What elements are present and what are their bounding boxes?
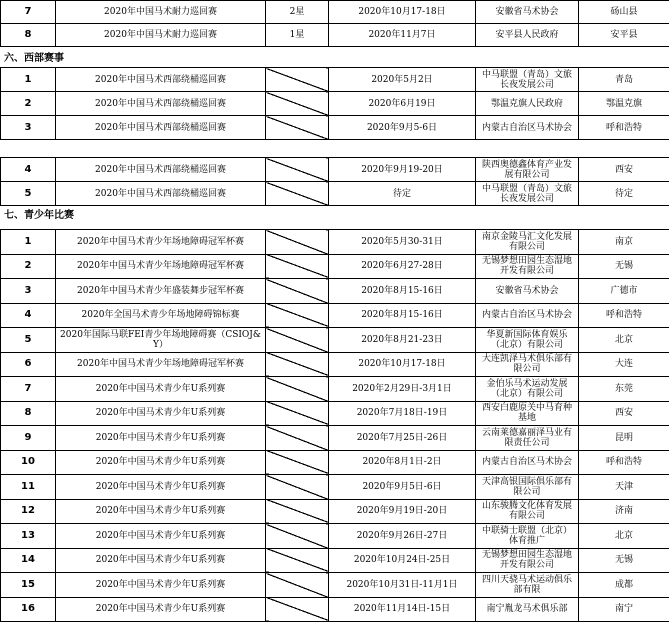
cell-date: 2020年8月21-23日	[329, 328, 476, 353]
cell-date: 待定	[329, 182, 476, 206]
cell-location: 东莞	[579, 377, 669, 402]
cell-date: 2020年11月14日-15日	[329, 597, 476, 622]
cell-event-name: 2020年中国马术青少年U系列赛	[56, 499, 266, 524]
cell-organizer: 鄂温克旗人民政府	[476, 92, 579, 116]
cell-number: 14	[1, 548, 56, 573]
cell-organizer: 内蒙古自治区马术协会	[476, 303, 579, 328]
cell-organizer: 大连凯泽马术俱乐部有限公司	[476, 352, 579, 377]
table-row	[1, 573, 669, 598]
cell-event-name: 2020年全国马术青少年场地障碍锦标赛	[56, 303, 266, 328]
cell-date: 2020年7月18日-19日	[329, 401, 476, 426]
table-row	[1, 158, 669, 182]
table-row	[1, 279, 669, 304]
cell-number: 9	[1, 426, 56, 451]
cell-level	[266, 573, 329, 598]
cell-level	[266, 92, 329, 116]
cell-date: 2020年9月19日-20日	[329, 499, 476, 524]
cell-number: 5	[1, 182, 56, 206]
table-row	[1, 426, 669, 451]
table-body	[1, 158, 669, 206]
table-row	[1, 475, 669, 500]
cell-level	[266, 158, 329, 182]
table-row	[1, 303, 669, 328]
cell-organizer: 南京金陵马汇文化发展有限公司	[476, 230, 579, 255]
cell-event-name: 2020年中国马术青少年场地障碍冠军杯赛	[56, 352, 266, 377]
cell-location: 大连	[579, 352, 669, 377]
cell-date: 2020年8月1日-2日	[329, 450, 476, 475]
cell-event-name: 2020年中国马术青少年盛装舞步冠军杯赛	[56, 279, 266, 304]
cell-number: 8	[1, 24, 56, 47]
cell-number: 6	[1, 352, 56, 377]
cell-location: 鄂温克旗	[579, 92, 669, 116]
cell-organizer: 陕西奥德鑫体育产业发展有限公司	[476, 158, 579, 182]
cell-organizer: 天津高银国际俱乐部有限公司	[476, 475, 579, 500]
cell-level: 1星	[266, 24, 329, 47]
table-row	[1, 116, 669, 140]
cell-date: 2020年9月5-6日	[329, 116, 476, 140]
cell-organizer: 安徽省马术协会	[476, 1, 579, 24]
cell-organizer: 金伯乐马术运动发展（北京）有限公司	[476, 377, 579, 402]
cell-organizer: 无锡梦想田园生态湿地开发有限公司	[476, 254, 579, 279]
table-row	[1, 377, 669, 402]
cell-level	[266, 254, 329, 279]
table-body	[1, 68, 669, 140]
table-row	[1, 597, 669, 622]
table-row	[1, 230, 669, 255]
cell-organizer: 西安白鹿原关中马育种基地	[476, 401, 579, 426]
cell-event-name: 2020年中国马术青少年U系列赛	[56, 450, 266, 475]
cell-organizer: 南宁胤龙马术俱乐部	[476, 597, 579, 622]
cell-organizer: 无锡梦想田园生态湿地开发有限公司	[476, 548, 579, 573]
table-row	[1, 352, 669, 377]
cell-event-name: 2020年中国马术青少年U系列赛	[56, 377, 266, 402]
section-title-youth: 七、青少年比赛	[4, 210, 74, 221]
table-endurance	[0, 0, 669, 47]
cell-location: 北京	[579, 328, 669, 353]
cell-date: 2020年7月25日-26日	[329, 426, 476, 451]
cell-location: 昆明	[579, 426, 669, 451]
cell-organizer: 中马联盟（青岛）文旅长夜发展公司	[476, 182, 579, 206]
table-row	[1, 499, 669, 524]
cell-organizer: 中马联盟（青岛）文旅长夜发展公司	[476, 68, 579, 92]
cell-level	[266, 182, 329, 206]
table-row	[1, 68, 669, 92]
cell-level	[266, 279, 329, 304]
cell-event-name: 2020年中国马术西部绕桶巡回赛	[56, 68, 266, 92]
cell-number: 10	[1, 450, 56, 475]
cell-location: 西安	[579, 158, 669, 182]
cell-event-name: 2020年中国马术耐力巡回赛	[56, 24, 266, 47]
cell-location: 西安	[579, 401, 669, 426]
cell-level	[266, 377, 329, 402]
cell-event-name: 2020年中国马术青少年U系列赛	[56, 475, 266, 500]
table-west-1	[0, 67, 669, 140]
cell-date: 2020年11月7日	[329, 24, 476, 47]
cell-location: 北京	[579, 524, 669, 549]
cell-level	[266, 230, 329, 255]
cell-level	[266, 426, 329, 451]
cell-event-name: 2020年中国马术西部绕桶巡回赛	[56, 92, 266, 116]
cell-date: 2020年5月30-31日	[329, 230, 476, 255]
cell-number: 13	[1, 524, 56, 549]
cell-number: 12	[1, 499, 56, 524]
cell-number: 15	[1, 573, 56, 598]
cell-number: 3	[1, 116, 56, 140]
cell-organizer: 内蒙古自治区马术协会	[476, 116, 579, 140]
cell-location: 待定	[579, 182, 669, 206]
table-row	[1, 548, 669, 573]
cell-level	[266, 597, 329, 622]
cell-number: 4	[1, 158, 56, 182]
cell-number: 11	[1, 475, 56, 500]
cell-location: 安平县	[579, 24, 669, 47]
cell-level	[266, 450, 329, 475]
cell-number: 1	[1, 230, 56, 255]
cell-number: 5	[1, 328, 56, 353]
cell-organizer: 山东骏腾文化体育发展有限公司	[476, 499, 579, 524]
cell-event-name: 2020年中国马术西部绕桶巡回赛	[56, 182, 266, 206]
cell-date: 2020年6月27-28日	[329, 254, 476, 279]
cell-organizer: 安平县人民政府	[476, 24, 579, 47]
cell-date: 2020年10月17-18日	[329, 352, 476, 377]
cell-level	[266, 475, 329, 500]
cell-location: 成都	[579, 573, 669, 598]
cell-organizer: 内蒙古自治区马术协会	[476, 450, 579, 475]
cell-date: 2020年10月31日-11月1日	[329, 573, 476, 598]
cell-event-name: 2020年中国马术青少年U系列赛	[56, 524, 266, 549]
table-row	[1, 328, 669, 353]
cell-level	[266, 524, 329, 549]
cell-level	[266, 499, 329, 524]
table-row	[1, 524, 669, 549]
cell-organizer: 安徽省马术协会	[476, 279, 579, 304]
cell-number: 3	[1, 279, 56, 304]
cell-event-name: 2020年中国马术西部绕桶巡回赛	[56, 158, 266, 182]
cell-location: 无锡	[579, 254, 669, 279]
table-row	[1, 450, 669, 475]
cell-date: 2020年10月24日-25日	[329, 548, 476, 573]
cell-date: 2020年10月17-18日	[329, 1, 476, 24]
table-row	[1, 182, 669, 206]
cell-event-name: 2020年中国马术西部绕桶巡回赛	[56, 116, 266, 140]
cell-level	[266, 548, 329, 573]
section-title-west: 六、西部赛事	[4, 53, 64, 64]
cell-number: 8	[1, 401, 56, 426]
cell-number: 2	[1, 254, 56, 279]
cell-event-name: 2020年中国马术青少年U系列赛	[56, 401, 266, 426]
cell-location: 南京	[579, 230, 669, 255]
cell-number: 4	[1, 303, 56, 328]
cell-date: 2020年9月19-20日	[329, 158, 476, 182]
cell-event-name: 2020年中国马术青少年U系列赛	[56, 548, 266, 573]
cell-location: 砀山县	[579, 1, 669, 24]
table-body	[1, 230, 669, 622]
table-row	[1, 401, 669, 426]
cell-number: 7	[1, 377, 56, 402]
cell-location: 南宁	[579, 597, 669, 622]
cell-date: 2020年6月19日	[329, 92, 476, 116]
cell-event-name: 2020年中国马术青少年U系列赛	[56, 426, 266, 451]
table-body	[1, 1, 669, 47]
cell-date: 2020年8月15-16日	[329, 279, 476, 304]
cell-number: 1	[1, 68, 56, 92]
cell-date: 2020年9月5日-6日	[329, 475, 476, 500]
cell-event-name: 2020年中国马术耐力巡回赛	[56, 1, 266, 24]
cell-level	[266, 68, 329, 92]
table-west-2	[0, 157, 669, 206]
table-row	[1, 1, 669, 24]
cell-location: 济南	[579, 499, 669, 524]
cell-event-name: 2020年中国马术青少年U系列赛	[56, 597, 266, 622]
cell-event-name: 2020年中国马术青少年场地障碍冠军杯赛	[56, 254, 266, 279]
table-row	[1, 92, 669, 116]
cell-organizer: 云南莱德嘉丽泽马业有限责任公司	[476, 426, 579, 451]
cell-organizer: 华夏新国际体育娱乐（北京）有限公司	[476, 328, 579, 353]
table-row	[1, 254, 669, 279]
table-youth	[0, 229, 669, 622]
cell-location: 广德市	[579, 279, 669, 304]
cell-location: 天津	[579, 475, 669, 500]
cell-level	[266, 303, 329, 328]
cell-location: 呼和浩特	[579, 450, 669, 475]
cell-date: 2020年2月29日-3月1日	[329, 377, 476, 402]
cell-date: 2020年5月2日	[329, 68, 476, 92]
cell-number: 2	[1, 92, 56, 116]
cell-date: 2020年8月15-16日	[329, 303, 476, 328]
table-row	[1, 24, 669, 47]
cell-level	[266, 401, 329, 426]
cell-date: 2020年9月26日-27日	[329, 524, 476, 549]
cell-location: 无锡	[579, 548, 669, 573]
cell-location: 青岛	[579, 68, 669, 92]
cell-organizer: 四川天骁马术运动俱乐部有限	[476, 573, 579, 598]
cell-location: 呼和浩特	[579, 303, 669, 328]
cell-event-name: 2020年中国马术青少年U系列赛	[56, 573, 266, 598]
cell-number: 7	[1, 1, 56, 24]
cell-organizer: 中联骑士联盟（北京）体育推广	[476, 524, 579, 549]
cell-level	[266, 116, 329, 140]
cell-number: 16	[1, 597, 56, 622]
cell-location: 呼和浩特	[579, 116, 669, 140]
cell-level	[266, 328, 329, 353]
cell-event-name: 2020年国际马联FEI青少年场地障碍赛（CSIOJ&Y）	[56, 328, 266, 353]
cell-level: 2星	[266, 1, 329, 24]
cell-level	[266, 352, 329, 377]
cell-event-name: 2020年中国马术青少年场地障碍冠军杯赛	[56, 230, 266, 255]
